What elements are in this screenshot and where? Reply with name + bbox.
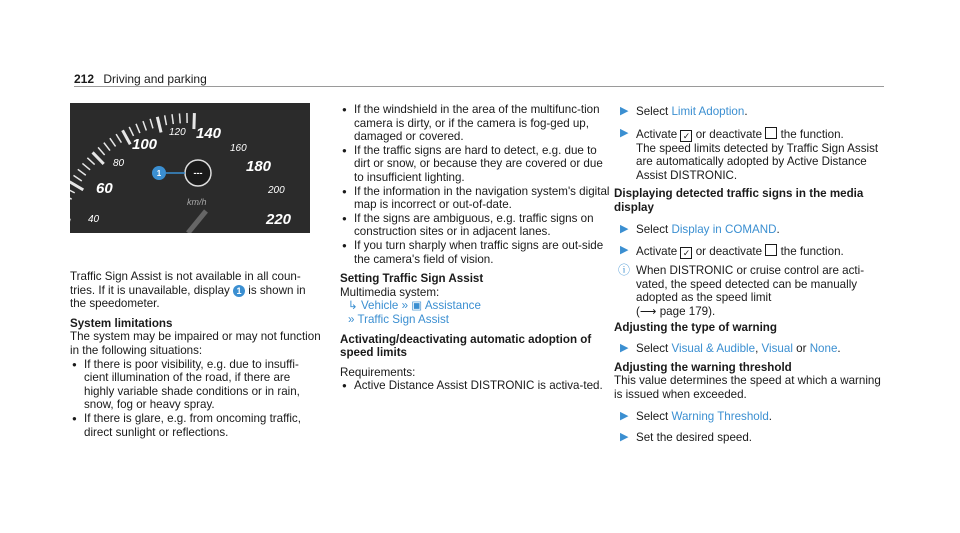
display-dashes: --- xyxy=(193,168,203,178)
gauge-number: 40 xyxy=(88,214,100,225)
page-reference-link[interactable]: page 179). xyxy=(659,304,716,318)
requirements-list xyxy=(340,379,610,393)
column-1 xyxy=(70,270,322,439)
menu-vehicle-link[interactable]: Vehicle xyxy=(360,299,399,313)
step-select-limit-adoption: ▶ Select Limit Adoption. xyxy=(620,105,748,118)
gauge-number: 100 xyxy=(132,136,158,153)
step-activate-2: ▶ Activate ✓ or deactivate the function. xyxy=(620,244,844,259)
gauge-number: 200 xyxy=(268,185,285,196)
list-item: ● Active Distance Assist DISTRONIC is activa-ted. xyxy=(340,379,610,393)
gauge-number: 140 xyxy=(196,125,222,142)
info-note: ⓘ When DISTRONIC or cruise control are acti-vated, the speed detected can be manually adopted as the speed limit (⟶ page 179). xyxy=(618,263,865,318)
warning-type-heading: Adjusting the type of warning xyxy=(614,320,777,334)
gauge-number: 80 xyxy=(113,158,125,169)
step-arrow-icon: ▶ xyxy=(620,105,629,117)
step-arrow-icon: ▶ xyxy=(620,409,629,422)
warning-threshold-link[interactable]: Warning Threshold xyxy=(671,409,769,423)
step-arrow-icon: ▶ xyxy=(620,126,629,139)
setting-heading: Setting Traffic Sign Assist xyxy=(340,272,484,286)
requirements-label: Requirements: xyxy=(340,365,416,379)
visual-link[interactable]: Visual xyxy=(761,342,793,356)
page-number: 212 xyxy=(74,72,95,86)
list-item: ● If the signs are ambiguous, e.g. traffic signs on construction sites or in adjacent lanes. xyxy=(340,212,610,239)
limit-adoption-link[interactable]: Limit Adoption xyxy=(671,105,745,118)
checkbox-empty-icon xyxy=(765,244,777,256)
checkbox-checked-icon: ✓ xyxy=(680,130,692,142)
info-icon: ⓘ xyxy=(618,263,631,278)
step-set-speed: ▶ Set the desired speed. xyxy=(620,431,753,445)
system-limitations-heading: System limitations xyxy=(70,316,173,330)
step-activate-1: ▶ Activate ✓ or deactivate the function. The speed limits detected by Traffic Sign Assist are automatically adopted by Active Distance Assist DISTRONIC. xyxy=(614,127,884,183)
display-heading: Displaying detected traffic signs in the media display xyxy=(614,187,864,214)
step-select-display: ▶ Select Display in COMAND. xyxy=(620,222,780,236)
menu-traffic-sign-assist-link[interactable]: Traffic Sign Assist xyxy=(357,312,449,326)
step-arrow-icon: ▶ xyxy=(620,222,629,235)
none-link[interactable]: None xyxy=(809,342,838,356)
step-arrow-icon: ▶ xyxy=(620,431,629,444)
intro-paragraph: Traffic Sign Assist is not available in all coun-tries. If it is unavailable, display 1 is shown in the speedometer. xyxy=(70,270,306,311)
checkbox-checked-icon: ✓ xyxy=(680,247,692,259)
chevron-right-icon: » xyxy=(348,312,355,326)
threshold-text: This value determines the speed at which a warning is issued when exceeded. xyxy=(614,374,881,401)
multimedia-label: Multimedia system: xyxy=(340,285,440,299)
menu-path-2 xyxy=(340,313,610,327)
gauge-tick xyxy=(179,113,180,123)
chevron-right-icon: » xyxy=(401,299,409,313)
list-item: ● If there is poor visibility, e.g. due to insuffi-cient illumination of the road, if there are highly variable shade conditions or in rain, snow, fog or heavy spray. xyxy=(70,358,322,412)
activating-heading: Activating/deactivating automatic adoption of speed limits xyxy=(340,332,592,360)
gauge-number: 220 xyxy=(266,211,292,228)
list-item: ● If you turn sharply when traffic signs are out-side the camera's field of vision. xyxy=(340,239,610,266)
checkbox-empty-icon xyxy=(765,127,777,139)
section-title: Driving and parking xyxy=(103,72,207,86)
column-2 xyxy=(340,103,610,393)
list-item: ● If there is glare, e.g. from oncoming traffic, direct sunlight or reflections. xyxy=(70,412,322,439)
gauge-number: 160 xyxy=(230,143,247,154)
list-item: ● If the traffic signs are hard to detect, e.g. due to dirt or snow, or because they are covered or due to insufficient lighting. xyxy=(340,144,610,185)
column-3 xyxy=(614,103,884,445)
gauge-unit: km/h xyxy=(187,197,207,207)
display-1-badge: 1 xyxy=(233,285,245,297)
list-item: ● If the windshield in the area of the multifunc-tion camera is dirty, or if the camera is fog-ged up, damaged or covered. xyxy=(340,103,610,144)
gauge-number: 120 xyxy=(169,127,186,138)
step-select-threshold: ▶ Select Warning Threshold. xyxy=(620,409,773,423)
menu-path-1 xyxy=(340,299,610,313)
threshold-heading: Adjusting the warning threshold xyxy=(614,360,792,374)
step-arrow-icon: ▶ xyxy=(620,342,629,355)
gauge-number: 180 xyxy=(246,158,272,175)
menu-assistance-link[interactable]: Assistance xyxy=(424,299,481,313)
display-in-comand-link[interactable]: Display in COMAND xyxy=(671,222,777,236)
limitations-list xyxy=(70,358,322,440)
activate-1-description: The speed limits detected by Traffic Sign Assist are automatically adopted by Active Distance Assist DISTRONIC. xyxy=(636,141,879,182)
speedometer-image xyxy=(70,103,310,233)
step-arrow-icon: ▶ xyxy=(620,244,629,257)
visual-audible-link[interactable]: Visual & Audible xyxy=(671,342,756,356)
callout-number: 1 xyxy=(156,169,162,178)
system-limitations-text: The system may be impaired or may not function in the following situations: xyxy=(70,330,321,357)
gauge-number: 60 xyxy=(96,180,113,197)
car-icon: ▣ xyxy=(411,299,423,313)
step-select-warning-type: ▶ Select Visual & Audible, Visual or None. xyxy=(620,342,841,356)
limitations-list-continued xyxy=(340,103,610,266)
list-item: ● If the information in the navigation system's digital map is incorrect or out-of-date. xyxy=(340,185,610,212)
gauge-tick xyxy=(194,113,195,129)
enter-arrow-icon: ↳ xyxy=(348,299,358,313)
page-reference-arrow-icon: ⟶ xyxy=(639,304,657,318)
header-divider xyxy=(74,86,884,87)
page-header xyxy=(74,72,207,86)
